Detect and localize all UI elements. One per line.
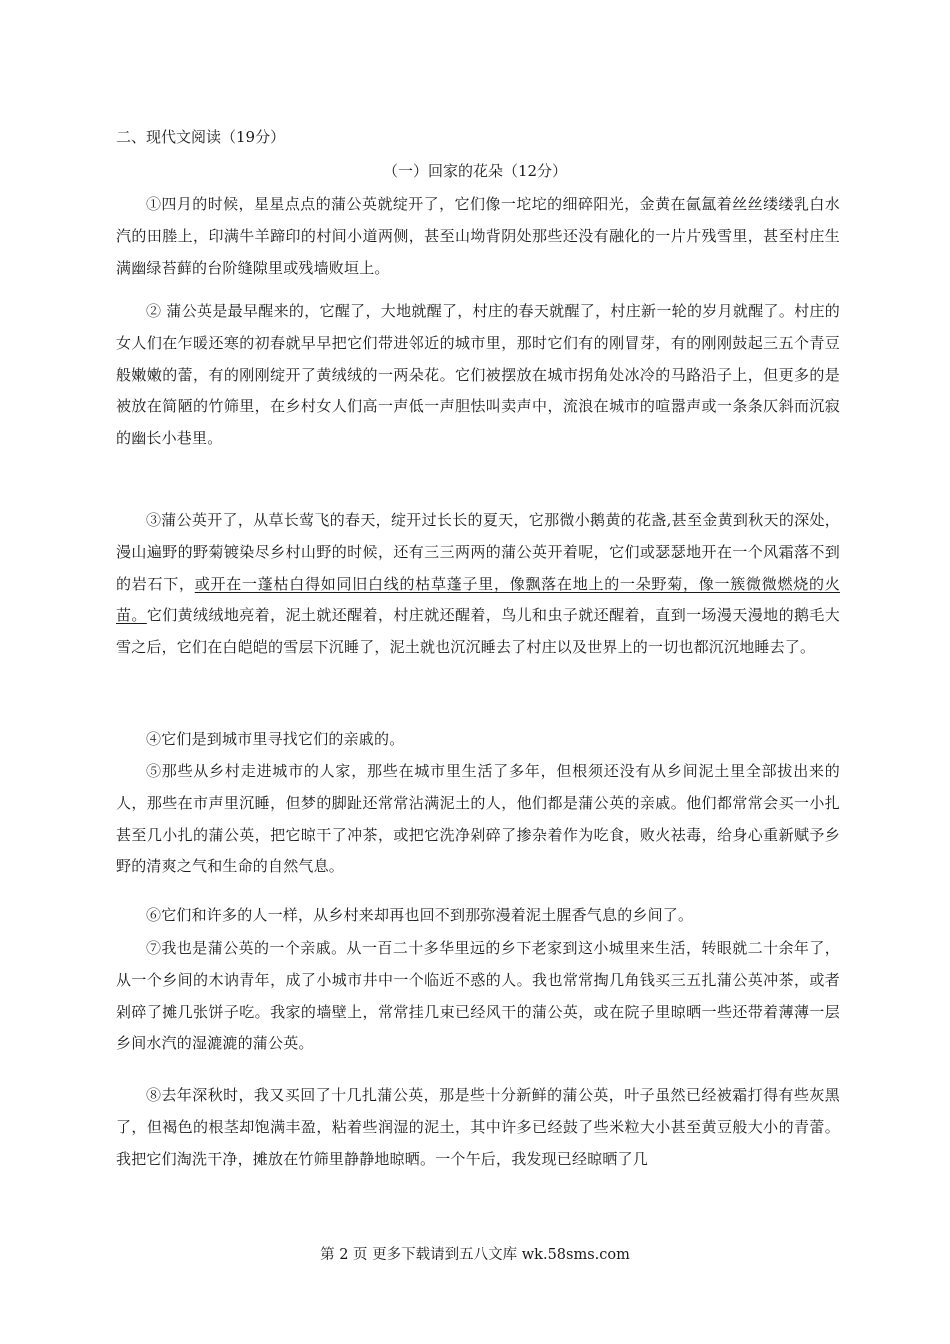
paragraph-2: ② 蒲公英是最早醒来的，它醒了，大地就醒了，村庄的春天就醒了，村庄新一轮的岁月就醒了。村庄的女人们在乍暖还寒的初春就早早把它们带进邻近的城市里，那时它们有的刚冒芽，有的刚刚鼓起三五个青豆般嫩嫩的蕾，有的刚刚绽开了黄绒绒的一两朵花。它们被摆放在城市拐角处冰冷的马路沿子上，但更多的是被放在简陋的竹筛里，在乡村女人们高一声低一声胆怯叫卖声中，流浪在城市的喧嚣声或一条条仄斜而沉寂的幽长小巷里。: [116, 302, 840, 448]
article-title: （一）回家的花朵（12分）: [382, 162, 568, 180]
paragraph-1: ①四月的时候，星星点点的蒲公英就绽开了，它们像一坨坨的细碎阳光，金黄在氤氲着丝丝缕缕乳白水汽的田塍上，印满牛羊蹄印的村间小道两侧，甚至山坳背阴处那些还没有融化的一片片残雪里，甚至村庄生满幽绿苔藓的台阶缝隙里或残墙败垣上。: [116, 195, 840, 277]
paragraph-7: ⑦我也是蒲公英的一个亲戚。从一百二十多华里远的乡下老家到这小城里来生活，转眼就二十余年了，从一个乡间的木讷青年，成了小城市井中一个临近不惑的人。我也常常掏几角钱买三五扎蒲公英冲茶，或者剁碎了摊几张饼子吃。我家的墙壁上，常常挂几束已经风干的蒲公英，或在院子里晾晒一些还带着薄薄一层乡间水汽的湿漉漉的蒲公英。: [116, 939, 840, 1053]
paragraph-4: ④它们是到城市里寻找它们的亲戚的。: [146, 730, 405, 748]
paragraph-6: ⑥它们和许多的人一样，从乡村来却再也回不到那弥漫着泥土腥香气息的乡间了。: [146, 906, 694, 924]
paragraph-3: [116, 505, 840, 664]
paragraph-3-underlined-sentence: 或开在一蓬枯白得如同旧白线的枯草蓬子里，像飘落在地上的一朵野菊，像一簇微微燃烧的火苗。: [116, 574, 840, 625]
paragraph-5: ⑤那些从乡村走进城市的人家，那些在城市里生活了多年，但根须还没有从乡间泥土里全部拔出来的人，那些在市声里沉睡，但梦的脚趾还常常沾满泥土的人，他们都是蒲公英的亲戚。他们都常常会买一小扎甚至几小扎的蒲公英，把它晾干了冲茶，或把它洗净剁碎了掺杂着作为吃食，败火祛毒，给身心重新赋予乡野的清爽之气和生命的自然气息。: [116, 762, 840, 876]
paragraph-3-text-after: 它们黄绒绒地亮着，泥土就还醒着，村庄就还醒着，鸟儿和虫子就还醒着，直到一场漫天漫地的鹅毛大雪之后，它们在白皑皑的雪层下沉睡了，泥土就也沉沉睡去了村庄以及世界上的一切也都沉沉地睡去了。: [116, 606, 840, 657]
section-heading: 二、现代文阅读（19分）: [116, 128, 286, 146]
paragraph-8: ⑧去年深秋时，我又买回了十几扎蒲公英，那是些十分新鲜的蒲公英，叶子虽然已经被霜打得有些灰黑了，但褐色的根茎却饱满丰盈，粘着些润湿的泥土，其中许多已经鼓了些米粒大小甚至黄豆般大小的青蕾。我把它们淘洗干净，摊放在竹筛里静静地晾晒。一个午后，我发现已经晾晒了几: [116, 1086, 840, 1168]
page-footer: 第 2 页 更多下载请到五八文库 wk.58sms.com: [320, 1247, 630, 1263]
paragraph-3-text-before: ③蒲公英开了，从草长莺飞的春天，绽开过长长的夏天，它那微小鹅黄的花盏,甚至金黄到秋天的深处，漫山遍野的野菊镀染尽乡村山野的时候，还有三三两两的蒲公英开着呢，它们或瑟瑟地开在一个风霜落不到的岩石下，: [116, 511, 840, 593]
